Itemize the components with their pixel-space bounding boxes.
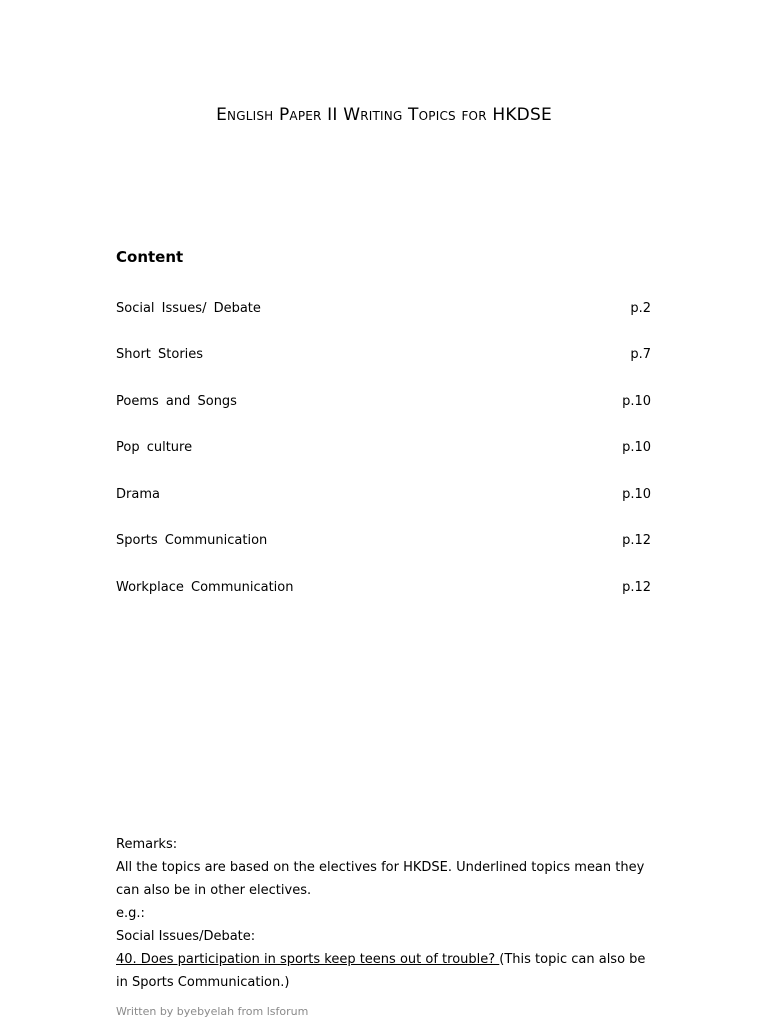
example-category: Social Issues/Debate:	[116, 929, 256, 944]
toc-label: Sports Communication	[116, 533, 268, 548]
toc-row	[116, 578, 651, 598]
toc-page-number: p.10	[622, 440, 651, 455]
toc-label: Social Issues/ Debate	[116, 301, 261, 316]
toc-page-number: p.10	[622, 394, 651, 409]
toc-page-number: p.12	[622, 533, 651, 548]
remarks-text: All the topics are based on the electives for HKDSE. Underlined topics mean they can also be in other electives.	[116, 860, 645, 898]
toc-label: Short Stories	[116, 347, 204, 362]
example-line	[116, 948, 656, 994]
toc-label: Workplace Communication	[116, 580, 294, 595]
toc-page-number: p.7	[630, 347, 651, 362]
example-note: (This topic can also be in Sports Communication.)	[116, 952, 646, 990]
toc-page-number: p.2	[630, 301, 651, 316]
remarks-section	[116, 833, 656, 994]
toc-label: Pop culture	[116, 440, 193, 455]
toc-row	[116, 485, 651, 505]
toc-page-number: p.12	[622, 580, 651, 595]
toc-row	[116, 299, 651, 319]
toc-label: Drama	[116, 487, 160, 502]
page-title: English Paper II Writing Topics for HKDSE	[216, 105, 552, 125]
footer-credit: Written by byebyelah from lsforum	[116, 1005, 309, 1018]
toc-label: Poems and Songs	[116, 394, 237, 409]
toc-row	[116, 392, 651, 412]
toc-page-number: p.10	[622, 487, 651, 502]
example-label: e.g.:	[116, 906, 145, 921]
toc-row	[116, 531, 651, 551]
content-heading: Content	[116, 248, 184, 266]
toc-row	[116, 438, 651, 458]
example-topic: 40. Does participation in sports keep teens out of trouble?	[116, 952, 500, 967]
toc-row	[116, 345, 651, 365]
remarks-heading: Remarks:	[116, 837, 178, 852]
